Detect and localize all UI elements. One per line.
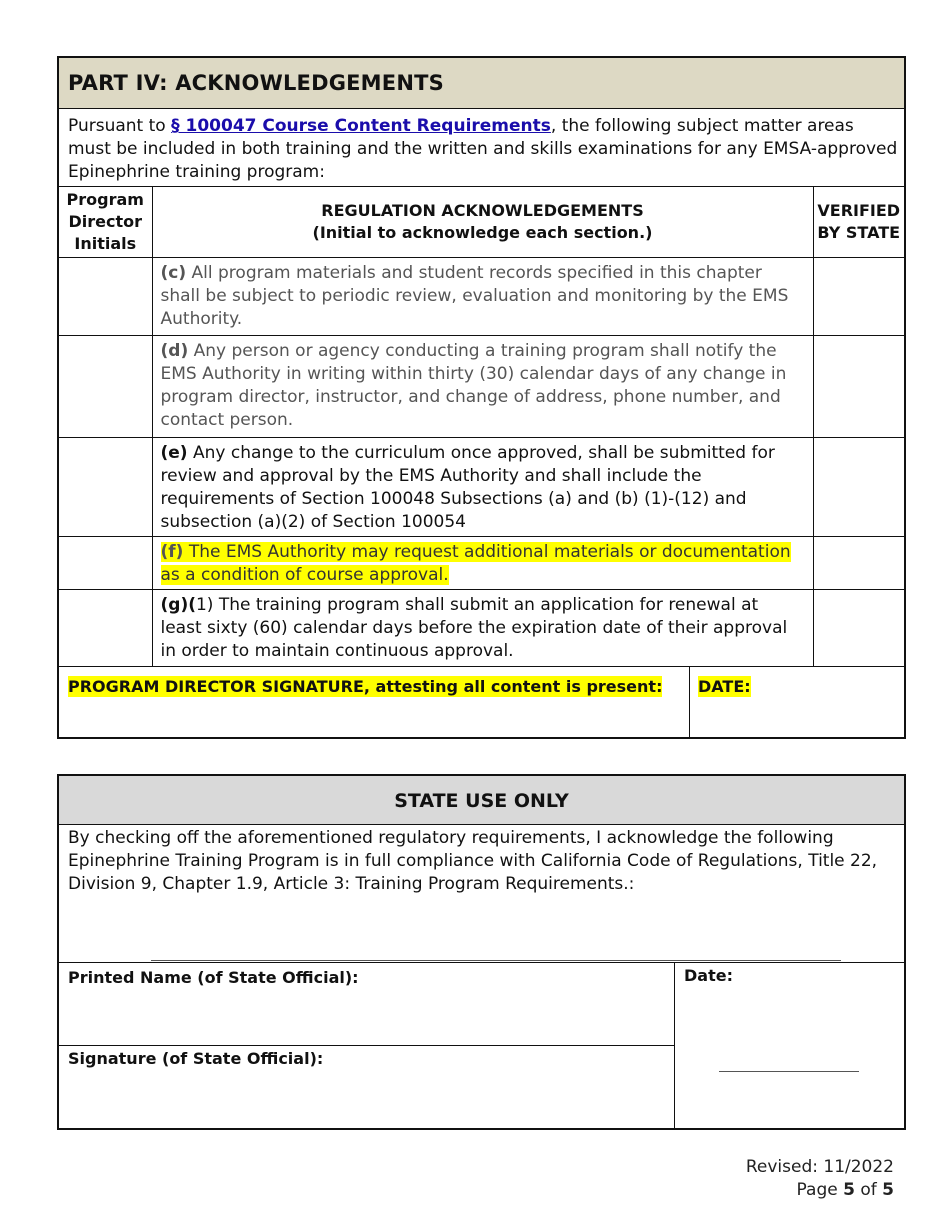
program-director-initials-header: Program Director Initials (59, 187, 152, 258)
regulation-label-d: (d) (160, 341, 189, 361)
verified-cell-g[interactable] (813, 590, 904, 667)
regulation-text-e (152, 438, 813, 537)
part-iv-section (57, 56, 906, 739)
initials-cell-f[interactable] (59, 537, 152, 590)
regulation-body-g: 1) The training program shall submit an application for renewal at least sixty (60) calendar days before the expiration date of their approval in order to maintain continuous approval. (160, 595, 788, 661)
regulation-acknowledgements-header (152, 187, 813, 258)
program-director-date-field[interactable] (690, 667, 904, 738)
regulation-table (59, 186, 904, 667)
table-row (59, 537, 904, 590)
state-official-fields (59, 963, 675, 1129)
state-date-label: Date: (684, 966, 733, 985)
verified-cell-e[interactable] (813, 438, 904, 537)
part-iv-intro (68, 115, 898, 184)
table-row (59, 258, 904, 336)
regulation-body-d: Any person or agency conducting a training program shall notify the EMS Authority in writing within thirty (30) calendar days of any change in program director, instructor, and change of address, phone number, and contact person. (160, 341, 787, 430)
printed-name-field[interactable] (59, 963, 674, 1045)
regulation-label-c: (c) (160, 263, 187, 283)
state-use-title: STATE USE ONLY (394, 790, 569, 812)
part-iv-title: PART IV: ACKNOWLEDGEMENTS (68, 71, 444, 95)
part-iv-header (59, 58, 904, 109)
page-total: 5 (882, 1180, 894, 1200)
date-signature-line[interactable] (719, 1071, 859, 1072)
verified-cell-f[interactable] (813, 537, 904, 590)
state-use-section (57, 774, 906, 1130)
initials-cell-g[interactable] (59, 590, 152, 667)
state-use-header (59, 776, 904, 825)
regulation-header-line2: (Initial to acknowledge each section.) (312, 223, 653, 242)
printed-name-label: Printed Name (of State Official): (68, 968, 359, 987)
table-row (59, 336, 904, 438)
revised-date: Revised: 11/2022 (745, 1157, 894, 1177)
regulation-text-f (152, 537, 813, 590)
regulation-label-e: (e) (160, 443, 188, 463)
state-date-field[interactable] (675, 963, 904, 1129)
regulation-highlight-f (161, 542, 791, 585)
state-use-statement: By checking off the aforementioned regulatory requirements, I acknowledge the following Epinephrine Training Program is in full compliance with California Code of Regulations, Title 22, Division 9, Chapter 1.9, Article 3: Training Program Requirements.: (68, 828, 878, 894)
page-number (797, 1179, 894, 1202)
verified-cell-d[interactable] (813, 336, 904, 438)
program-director-date-label: DATE: (698, 677, 751, 696)
course-content-link[interactable]: § 100047 Course Content Requirements (171, 116, 551, 136)
regulation-body-e: Any change to the curriculum once approved, shall be submitted for review and approval by the EMS Authority and shall include the requirements of Section 100048 Subsections (a) and (b) (1)-(12) and subsection (a)(2) of Section 100054 (160, 443, 775, 532)
program-name-line[interactable] (151, 960, 841, 961)
state-signature-label: Signature (of State Official): (68, 1049, 324, 1068)
program-director-signature-field[interactable] (59, 667, 690, 738)
table-row (59, 590, 904, 667)
regulation-text-c (152, 258, 813, 336)
page-prefix: Page (796, 1180, 844, 1200)
program-director-signature-label: PROGRAM DIRECTOR SIGNATURE, attesting all content is present: (68, 677, 663, 696)
regulation-body-c: All program materials and student records specified in this chapter shall be subject to periodic review, evaluation and monitoring by the EMS Authority. (160, 263, 789, 329)
table-header-row (59, 187, 904, 258)
state-official-grid (59, 962, 904, 1129)
initials-cell-d[interactable] (59, 336, 152, 438)
state-signature-field[interactable] (59, 1046, 674, 1129)
program-director-signature-row (59, 666, 904, 738)
table-row (59, 438, 904, 537)
regulation-text-d (152, 336, 813, 438)
regulation-text-g (152, 590, 813, 667)
regulation-body-f: The EMS Authority may request additional materials or documentation as a condition of course approval. (160, 542, 791, 585)
verified-cell-c[interactable] (813, 258, 904, 336)
page-mid: of (854, 1180, 883, 1200)
regulation-label-g: (g)( (160, 595, 196, 615)
initials-cell-e[interactable] (59, 438, 152, 537)
initials-cell-c[interactable] (59, 258, 152, 336)
intro-suffix: , the following subject matter areas must be included in both training and the written and skills examinations for any EMSA-approved Epinephrine training program: (68, 116, 898, 182)
regulation-header-line1: REGULATION ACKNOWLEDGEMENTS (321, 201, 644, 220)
intro-prefix: Pursuant to (68, 116, 172, 136)
page-current: 5 (843, 1180, 855, 1200)
verified-by-state-header: VERIFIED BY STATE (813, 187, 904, 258)
regulation-label-f: (f) (160, 542, 184, 562)
